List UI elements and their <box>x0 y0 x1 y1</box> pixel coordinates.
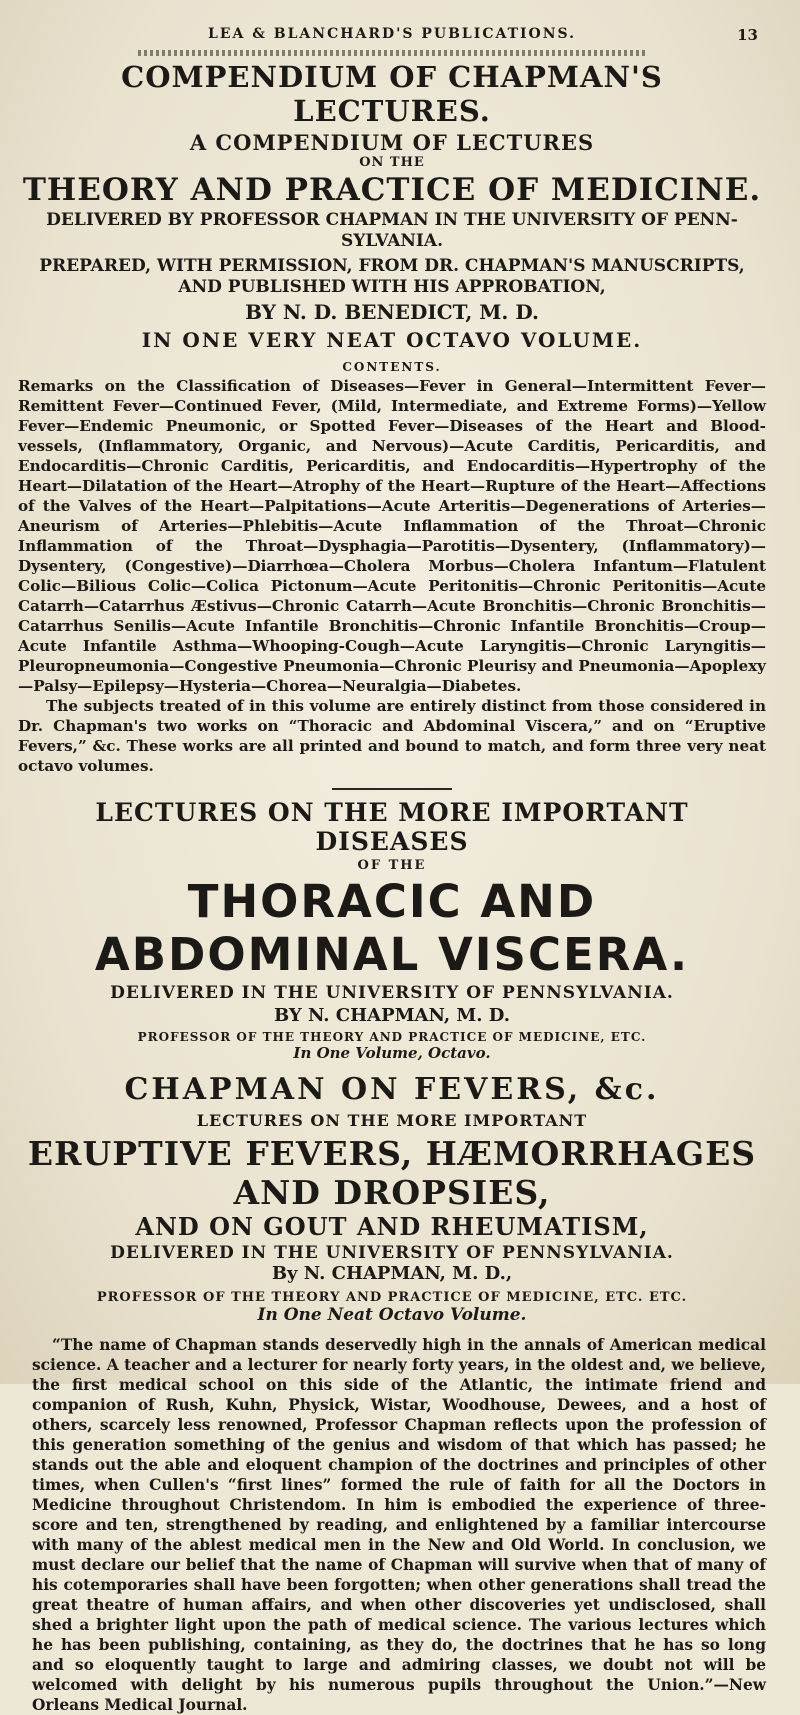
ad3-professor: PROFESSOR OF THE THEORY AND PRACTICE OF MEDICINE, ETC. ETC. <box>96 1290 688 1305</box>
ad1-line2: ON THE <box>359 155 425 170</box>
section-divider <box>332 788 452 790</box>
ad1-line5: PREPARED, WITH PERMISSION, FROM DR. CHAPMAN'S MANUSCRIPTS, AND PUBLISHED WITH HIS APPROBATION, <box>39 256 745 297</box>
ad3-line5: DELIVERED IN THE UNIVERSITY OF PENNSYLVANIA. <box>110 1243 674 1263</box>
ad1-volume: IN ONE VERY NEAT OCTAVO VOLUME. <box>141 328 643 352</box>
ad2-volume: In One Volume, Octavo. <box>293 1044 491 1062</box>
ad2-line4: DELIVERED IN THE UNIVERSITY OF PENNSYLVANIA. <box>110 983 674 1003</box>
ad3-line2: LECTURES ON THE MORE IMPORTANT <box>196 1111 588 1130</box>
advertisement-fevers <box>18 1072 766 1715</box>
contents-text: Remarks on the Classification of Diseases—Fever in General—Intermittent Fever—Remittent Fever—Continued Fever, (Mild, Intermediate, and Extreme Forms)—Yellow Fever—Endemic Pneumonic, or Spotted Fever—Diseases of the Heart and Blood-vessels, (Inflammatory, Organic, and Nervous)—Acute Carditis, Pericarditis, and Endocarditis—Chronic Carditis, Pericarditis, and Endocarditis—Hypertrophy of the Heart—Dilatation of the Heart—Atrophy of the Heart—Rupture of the Heart—Affections of the Valves of the Heart—Palpitations—Acute Arteritis—Degenerations of Arteries—Aneurism of Arteries—Phlebitis—Acute Inflammation of the Throat—Chronic Inflammation of the Throat—Dysphagia—Parotitis—Dysentery, (Inflammatory)—Dysentery, (Congestive)—Diarrhœa—Cholera Morbus—Cholera Infantum—Flatulent Colic—Bilious Colic—Colica Pictonum—Acute Peritonitis—Chronic Peritonitis—Acute Catarrh—Catarrhus Æstivus—Chronic Catarrh—Acute Bronchitis—Chronic Bronchitis—Catarrhus Senilis—Acute Infantile Bronchitis—Chronic Infantile Bronchitis—Croup—Acute Infantile Asthma—Whooping-Cough—Acute Laryngitis—Chronic Laryngitis—Pleuropneumonia—Congestive Pneumonia—Chronic Pleurisy and Pneumonia—Apoplexy—Palsy—Epilepsy—Hysteria—Chorea—Neuralgia—Diabetes. <box>18 377 766 695</box>
advertisement-compendium <box>18 60 766 776</box>
ad2-line2: OF THE <box>357 858 427 873</box>
ad3-author: By N. CHAPMAN, M. D., <box>271 1263 513 1284</box>
ad3-volume: In One Neat Octavo Volume. <box>257 1305 527 1325</box>
page-number: 13 <box>737 26 758 44</box>
ad1-line3: THEORY AND PRACTICE OF MEDICINE. <box>22 172 762 208</box>
publisher-title: LEA & BLANCHARD'S PUBLICATIONS. <box>207 26 577 42</box>
ad3-line4: AND ON GOUT AND RHEUMATISM, <box>135 1212 649 1241</box>
ad2-professor: PROFESSOR OF THE THEORY AND PRACTICE OF MEDICINE, ETC. <box>137 1030 647 1044</box>
ad2-author: BY N. CHAPMAN, M. D. <box>273 1005 511 1026</box>
ad1-line4: DELIVERED BY PROFESSOR CHAPMAN IN THE UNIVERSITY OF PENN-SYLVANIA. <box>46 210 738 251</box>
ad2-line1: LECTURES ON THE MORE IMPORTANT DISEASES <box>95 798 689 856</box>
ad1-heading: COMPENDIUM OF CHAPMAN'S LECTURES. <box>121 60 663 128</box>
running-head <box>18 22 766 48</box>
ad3-line3: ERUPTIVE FEVERS, HÆMORRHAGES AND DROPSIES, <box>27 1134 757 1212</box>
review-quote: “The name of Chapman stands deservedly high in the annals of American medical science. A teacher and a lecturer for nearly forty years, in the oldest and, we believe, the first medical school on this side of the Atlantic, the intimate friend and companion of Rush, Kuhn, Physick, Wistar, Woodhouse, Dewees, and a host of others, scarcely less renowned, Professor Chapman reflects upon the profession of this generation something of the genius and wisdom of that which has passed; he stands out the able and eloquent champion of the doctrines and principles of other times, when Cullen's “first lines” formed the rule of faith for all the Doctors in Medicine throughout Christendom. In him is embodied the experience of three-score and ten, strengthened by reading, and enlightened by a familiar intercourse with many of the ablest medical men in the New and Old World. In conclusion, we must declare our belief that the name of Chapman will survive when that of many of his cotemporaries shall have been forgotten; when other generations shall tread the great theatre of human affairs, and when other discoveries yet undisclosed, shall shed a brighter light upon the path of medical science. The various lectures which he has been publishing, containing, as they do, the doctrines that he has so long and so eloquently taught to large and admiring classes, we doubt not will be welcomed with delight by his numerous pupils throughout the Union.”—New Orleans Medical Journal. <box>32 1336 766 1714</box>
contents-heading: CONTENTS. <box>342 360 442 374</box>
ornamental-rule <box>138 50 646 56</box>
ad2-line3: THORACIC AND ABDOMINAL VISCERA. <box>94 875 690 981</box>
ad1-closing-text: The subjects treated of in this volume are entirely distinct from those considered in Dr. Chapman's two works on “Thoracic and Abdominal Viscera,” and on “Eruptive Fevers,” &c. These works are all printed and bound to match, and form three very neat octavo volumes. <box>18 697 766 775</box>
ad3-line1: CHAPMAN ON FEVERS, &c. <box>124 1072 660 1107</box>
advertisement-thoracic <box>18 798 766 1062</box>
ad1-author: BY N. D. BENEDICT, M. D. <box>245 300 539 324</box>
ad1-line1: A COMPENDIUM OF LECTURES <box>189 130 595 155</box>
